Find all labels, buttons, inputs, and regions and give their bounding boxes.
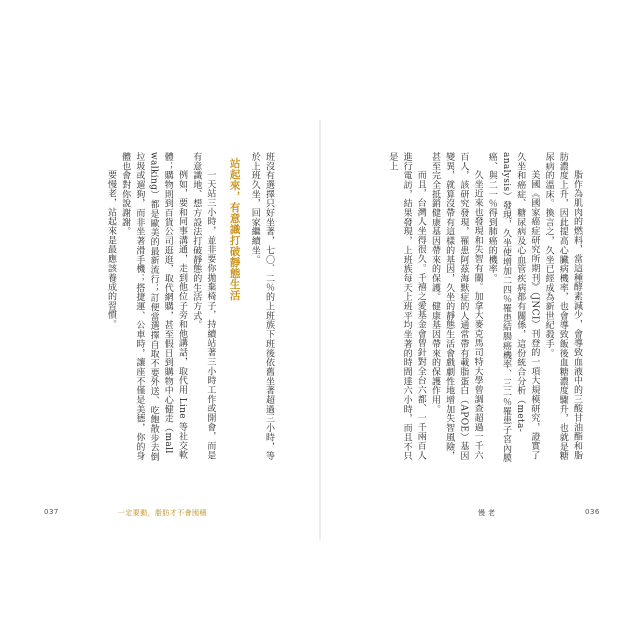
left-paragraph-2: 例如，要和同事溝通，走到他位子旁和他講話，取代用 Line 等社交軟體；購物則到百貨公司逛逛，取代網購，甚至假日到購物中心健走（mall walking）都是歐美的最新流行；訂便當選擇自取不要外送、吃飽散步去倒垃圾或遛狗，而非坐著滑手機；搭捷運、公車時，讓座不僅是美德，你的身體也會對你說謝謝。 — [120, 152, 187, 462]
left-page-body — [58, 152, 276, 468]
running-head-right: 慢老 — [478, 509, 498, 517]
running-head-left: 一定要動，脂肪才不會囤積 — [118, 509, 207, 517]
left-paragraph-1: 一天站三小時，並非要你拋棄椅子，持續站著三小時工作或開會，而是有意識地、想方設法打破靜態的生活方式。 — [191, 152, 216, 460]
page-number-right: 036 — [585, 508, 600, 516]
right-paragraph-1: 脂作為肌肉的燃料，當這種酵素減少，會導致血液中的三酸甘油酯和脂肪濃度上升，因此提高心臟病機率，也會導致飯後血糖濃度驟升，也就是糖尿病的溫床。換言之，久坐已經成為新世紀殺手。 — [543, 152, 582, 461]
right-page-body — [366, 152, 584, 468]
left-paragraph-3: 要慢老，站起來是最應該養成的習慣。 — [105, 170, 116, 329]
left-paragraph-continued: 班沒有選擇只好坐著，七〇．二％的上班族下班後依舊坐著超過三小時，等於上班久坐，回家繼續坐。 — [249, 152, 274, 461]
page-number-left: 037 — [44, 508, 59, 516]
right-paragraph-2: 美國《國家癌症研究所期刊》（JNCI）刊登的一項大規模研究，證實了久坐和癌症、糖尿病及心血管疾病都有關係，這份統合分析（meta-analysis）發現，久坐使增加二四％罹患結腸癌機率、三二％罹患子宮內膜癌、與二一％得到肺癌的機率。 — [486, 152, 540, 463]
section-heading: 站起來，有意識打破靜態生活 — [228, 158, 241, 301]
right-paragraph-3: 久坐近來也發現和失智有關。加拿大麥克馬司特大學曾調查超過一千六百人，該研究發現，罹患阿茲海默症的人通常帶有載脂蛋白（APOE）基因變異，就算沒帶有這樣的基因，久坐的靜態生活會戲劇性地增加失智風險，甚至完全抵銷健康基因帶來的保護。健康基因帶來的保護作用。 — [429, 152, 483, 461]
right-paragraph-4: 而且，台灣人坐得很久。千禧之愛基金會曾針對全台六都、一千兩百人進行電訪，結果發現，上班族每天上班平均坐著的時間達六小時，而且不只是上 — [387, 152, 426, 461]
gutter-shadow — [319, 120, 321, 540]
